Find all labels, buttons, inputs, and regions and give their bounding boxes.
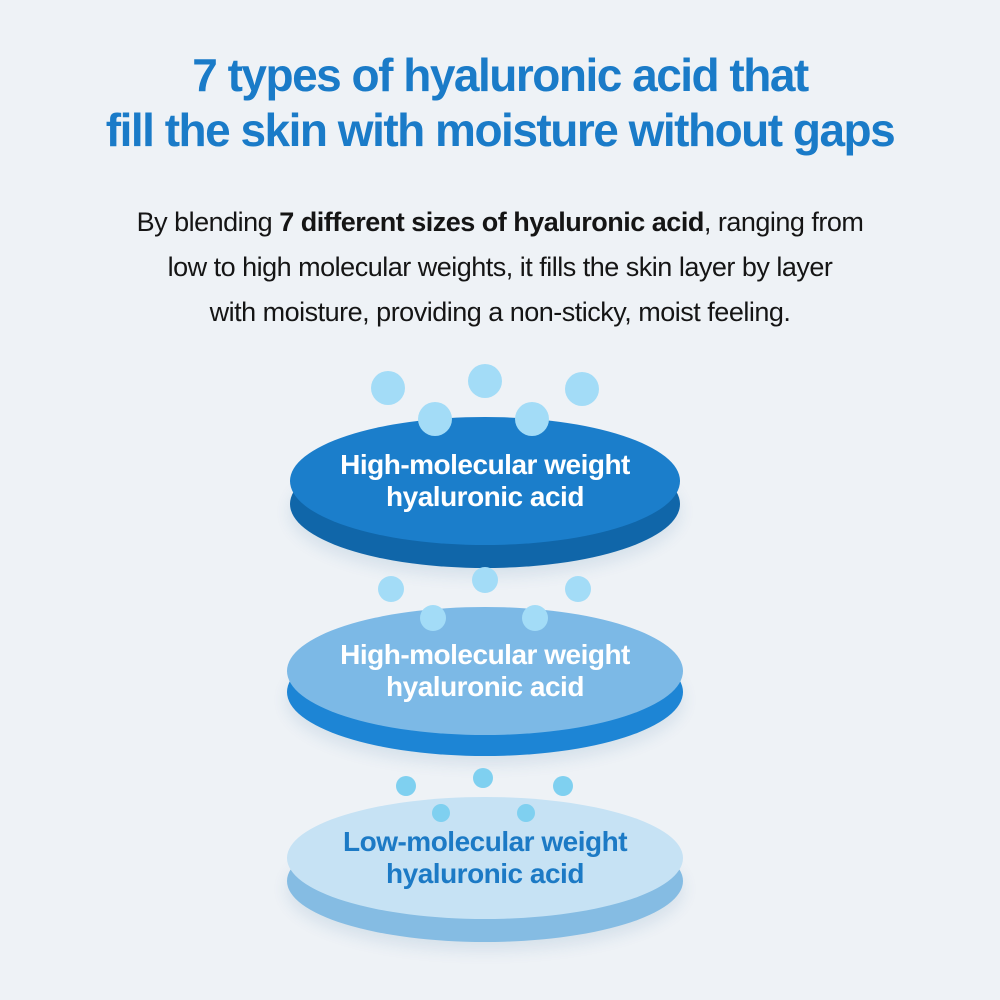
disc-label-line1: High-molecular weight	[340, 639, 630, 671]
disc-label-line2: hyaluronic acid	[386, 671, 584, 702]
moisture-dot	[420, 605, 446, 631]
moisture-dot	[515, 402, 549, 436]
disc-low-molecular-bottom	[287, 797, 683, 943]
description-bold: 7 different sizes of hyaluronic acid	[279, 207, 704, 237]
moisture-dot	[565, 576, 591, 602]
moisture-dot	[472, 567, 498, 593]
disc-label-line1: High-molecular weight	[340, 449, 630, 481]
title-line-2: fill the skin with moisture without gaps	[105, 104, 895, 157]
disc-face	[290, 417, 680, 545]
moisture-dot	[522, 605, 548, 631]
description-line-3: with moisture, providing a non-sticky, moist feeling.	[209, 296, 791, 327]
description-prefix: By blending	[136, 207, 280, 237]
description-line-2: low to high molecular weights, it fills the skin layer by layer	[167, 251, 833, 282]
title-line-1: 7 types of hyaluronic acid that	[192, 49, 808, 101]
moisture-dot	[396, 776, 416, 796]
moisture-dot	[371, 371, 405, 405]
moisture-dot	[418, 402, 452, 436]
moisture-dot	[565, 372, 599, 406]
moisture-dot	[473, 768, 493, 788]
moisture-dot	[432, 804, 450, 822]
disc-face	[287, 797, 683, 919]
moisture-dot	[517, 804, 535, 822]
disc-high-molecular-middle	[287, 607, 683, 757]
moisture-dot	[553, 776, 573, 796]
disc-label-line2: hyaluronic acid	[386, 481, 584, 512]
disc-face	[287, 607, 683, 735]
description-suffix: , ranging from	[703, 207, 864, 237]
disc-high-molecular-top	[290, 417, 680, 569]
moisture-dot	[378, 576, 404, 602]
disc-label-line1: Low-molecular weight	[342, 826, 628, 858]
disc-label-line2: hyaluronic acid	[386, 858, 584, 889]
moisture-dot	[468, 364, 502, 398]
